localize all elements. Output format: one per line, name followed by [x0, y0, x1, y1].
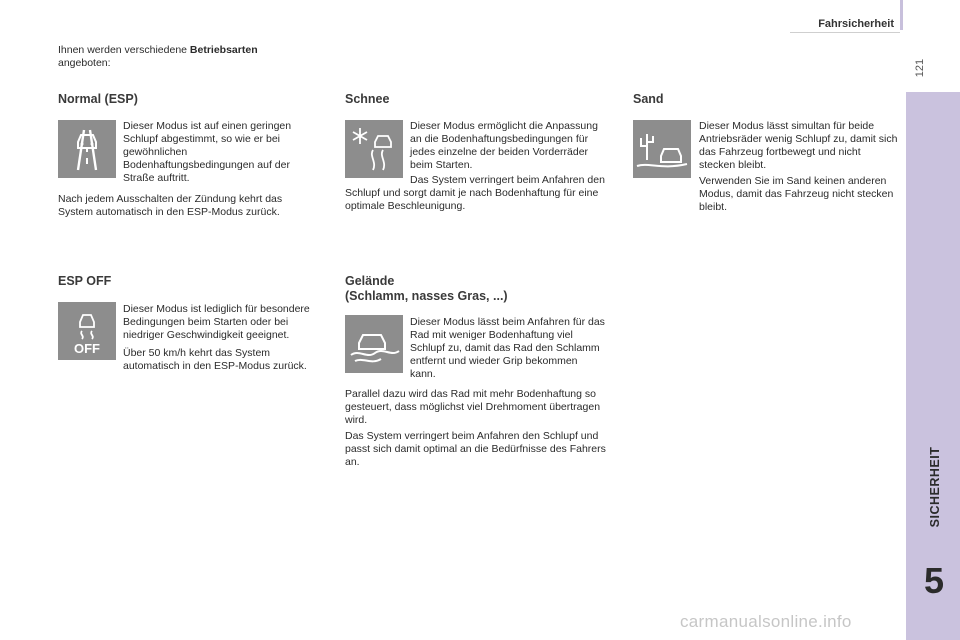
section-title-esp-off: ESP OFF — [58, 274, 112, 288]
intro-tail: angeboten: — [58, 57, 111, 69]
sidebar-chapter-label: SICHERHEIT — [928, 446, 942, 528]
section-title-gelaende — [345, 274, 508, 304]
watermark: carmanualsonline.info — [680, 612, 852, 631]
gelaende-note-1: Parallel dazu wird das Rad mit mehr Bodenhaftung so gesteuert, dass möglichst viel Drehmoment übertragen wird. — [345, 388, 601, 426]
esp-off-note: Über 50 km/h kehrt das System automatisch in den ESP-Modus zurück. — [123, 347, 307, 372]
header-accent-line — [900, 0, 903, 30]
intro-bold: Betriebsarten — [189, 44, 258, 56]
section-title-schnee: Schnee — [345, 92, 390, 106]
snow-road-icon — [345, 120, 403, 178]
header-divider — [790, 32, 900, 33]
section-title-sand: Sand — [633, 92, 664, 106]
mud-car-icon — [345, 315, 403, 373]
esp-off-icon — [58, 302, 116, 360]
gelaende-description: Dieser Modus lässt beim Anfahren für das Rad mit weniger Bodenhaftung viel Schlupf zu, damit das Rad den Schlamm entfernt und wieder Grip bekommen kann. — [410, 316, 605, 380]
esp-off-description: Dieser Modus ist lediglich für besondere Bedingungen beim Starten oder bei niedriger Geschwindigkeit geeignet. — [123, 303, 310, 341]
esp-off-icon-text: OFF — [74, 341, 100, 356]
section-title-normal: Normal (ESP) — [58, 92, 138, 106]
schnee-note: Das System verringert beim Anfahren den Schlupf und sorgt damit je nach Bodenhaftung für eine optimale Beschleunigung. — [345, 174, 605, 212]
sand-note: Verwenden Sie im Sand keinen anderen Modus, damit das Fahrzeug nicht stecken bleibt. — [699, 175, 894, 213]
road-car-icon — [58, 120, 116, 178]
intro-text — [58, 44, 318, 70]
gelaende-title-line2: (Schlamm, nasses Gras, ...) — [345, 289, 508, 303]
chapter-header-title: Fahrsicherheit — [818, 18, 894, 30]
chapter-sidebar — [906, 92, 960, 640]
sand-cactus-car-icon — [633, 120, 691, 178]
intro-lead: Ihnen werden verschiedene — [58, 44, 190, 56]
normal-description: Dieser Modus ist auf einen geringen Schlupf abgestimmt, so wie er bei gewöhnlichen Bodenhaftungsbedingungen auf der Straße auftritt. — [123, 120, 292, 184]
normal-note: Nach jedem Ausschalten der Zündung kehrt das System automatisch in den ESP-Modus zurück. — [58, 193, 283, 218]
gelaende-note-2: Das System verringert beim Anfahren den Schlupf und passt sich damit optimal an die Bedürfnisse des Fahrers an. — [345, 430, 606, 468]
page-number: 121 — [914, 58, 926, 78]
gelaende-title-line1: Gelände — [345, 274, 395, 288]
schnee-description: Dieser Modus ermöglicht die Anpassung an die Bodenhaftungsbedingungen für jedes einzelne der beiden Vorderräder beim Starten. — [410, 120, 598, 171]
sand-description: Dieser Modus lässt simultan für beide Antriebsräder wenig Schlupf zu, damit sich das Fahrzeug fortbewegt und nicht stecken bleibt. — [699, 120, 898, 171]
chapter-number: 5 — [923, 560, 945, 601]
